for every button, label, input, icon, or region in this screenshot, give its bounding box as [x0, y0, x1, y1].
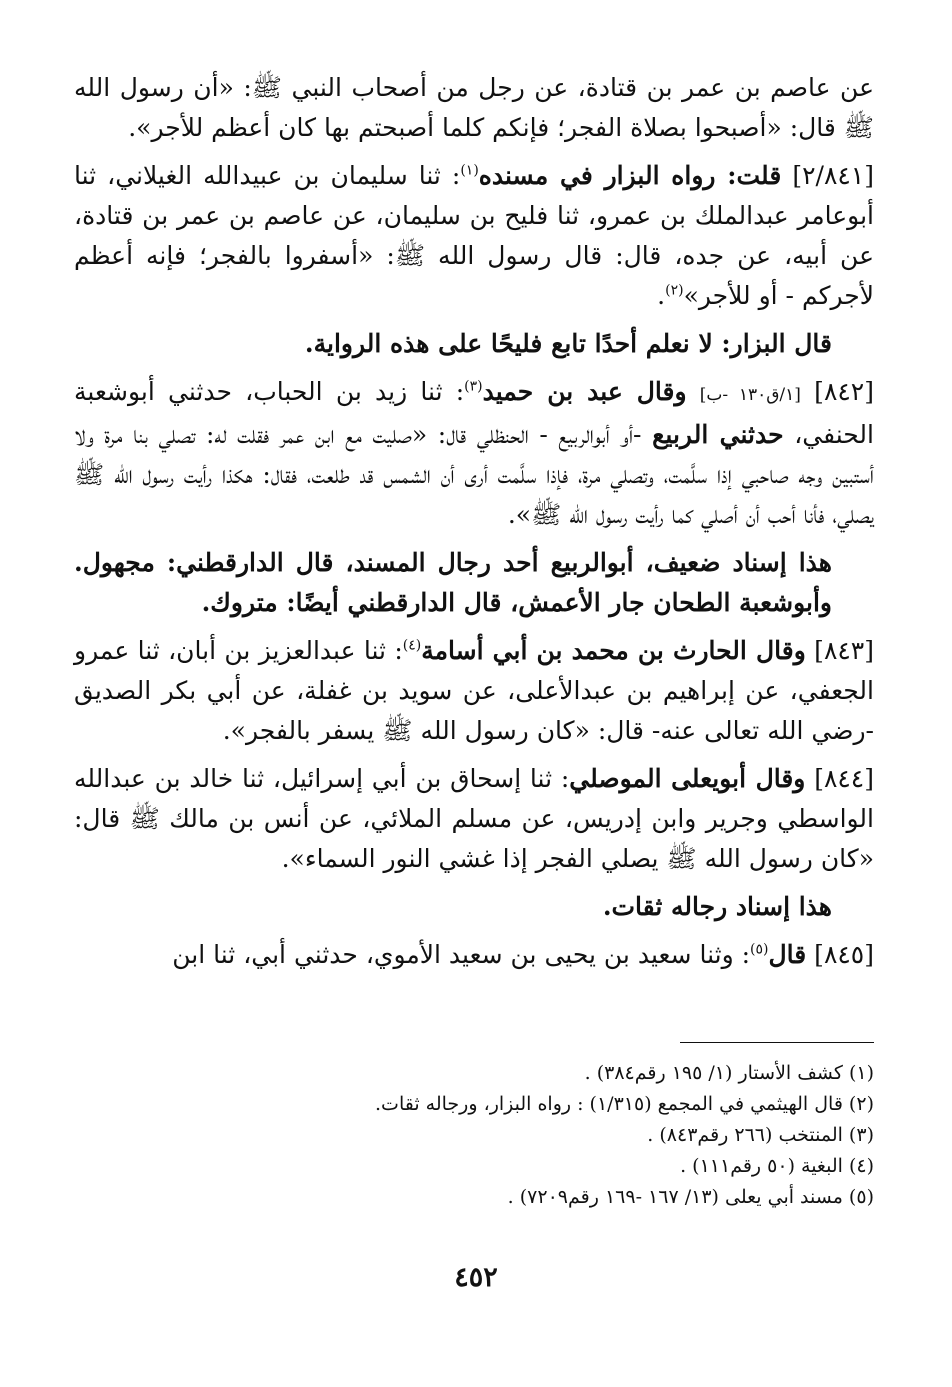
entry-text: : ثنا زيد بن الحباب، حدثني أبوشعبة الحنفي، [74, 377, 874, 449]
entry-number: [٨٤٥] [814, 940, 874, 969]
entry-number: [٨٤٤] [814, 764, 875, 793]
entry-number: [٨٤٢] [814, 377, 874, 406]
footnote-5: (٥) مسند أبي يعلى (١٣/ ١٦٧ -١٦٩ رقم٧٢٠٩) . [507, 1186, 874, 1208]
footnote-separator [680, 1042, 874, 1043]
comment-bazzar [74, 324, 874, 364]
entry-end: . [657, 281, 666, 310]
entry-lead: وقال عبد بن حميد [482, 377, 687, 406]
entry-bold: حدثني الربيع [652, 420, 784, 449]
footnote-ref[interactable]: (٣) [464, 378, 483, 395]
entry-845 [74, 935, 874, 975]
footnote-2: (٢) قال الهيثمي في المجمع (١/٣١٥) : رواه البزار، ورجاله ثقات. [375, 1093, 874, 1115]
entry-text: : ثنا سليمان بن عبيدالله الغيلاني، ثنا أبوعامر عبدالملك بن عمرو، ثنا فليح بن سليمان، عن عاصم بن عمر بن قتادة، عن أبيه، عن جده، قال: قال رسول الله ﷺ: «أسفروا بالفجر؛ فإنه أعظم لأجركم - أو للأجر» [74, 161, 874, 310]
footnotes [74, 1058, 874, 1213]
entry-844 [74, 759, 874, 879]
entry-lead: وقال الحارث بن محمد بن أبي أسامة [421, 636, 806, 665]
entry-text: : وثنا سعيد بن يحيى بن سعيد الأموي، حدثني أبي، ثنا ابن [172, 940, 751, 969]
entry-841 [74, 156, 874, 316]
main-text [74, 68, 874, 983]
comment-text: هذا إسناد رجاله ثقات. [602, 892, 832, 921]
entry-lead: قلت: رواه البزار في مسنده [478, 161, 782, 190]
comment-isnad-thiqat [74, 887, 874, 927]
entry-843 [74, 631, 874, 751]
entry-number: [٢/٨٤١] [792, 161, 874, 190]
footnote-ref[interactable]: (٤) [402, 637, 422, 654]
paragraph-text: عن عاصم بن عمر بن قتادة، عن رجل من أصحاب النبي ﷺ: «أن رسول الله ﷺ قال: «أصبحوا بصلاة الفجر؛ فإنكم كلما أصبحتم بها كان أعظم للأجر». [74, 73, 874, 142]
page-number: ٤٥٢ [454, 1262, 498, 1293]
entry-text: -أو أبوالربيع - الحنظلي قال: «صليت مع ابن عمر فقلت له: تصلي بنا مرة ولا أستبين وجه صاحبي إذا سلَّمت، وتصلي مرة، فإذا سلَّمت أرى أن الشمس قد طلعت، فقال: هكذا رأيت رسول الله ﷺ يصلي، فأنا أحب أن أصلي كما رأيت رسول الله ﷺ». [74, 420, 874, 529]
entry-number: [٨٤٣] [814, 636, 874, 665]
footnote-ref[interactable]: (١) [460, 162, 479, 179]
entry-842 [74, 372, 874, 535]
entry-lead: قال [768, 940, 807, 969]
footnote-4: (٤) البغية (٥٠ رقم١١١) . [680, 1155, 874, 1177]
footnote-3: (٣) المنتخب (٢٦٦ رقم٨٤٣) . [647, 1124, 874, 1146]
paragraph-0 [74, 68, 874, 148]
entry-text: : ثنا عبدالعزيز بن أبان، ثنا عمرو الجعفي، عن إبراهيم بن عبدالأعلى، عن سويد بن غفلة، عن أبي بكر الصديق -رضي الله تعالى عنه- قال: «كان رسول الله ﷺ يسفر بالفجر». [74, 636, 874, 745]
entry-text: : ثنا إسحاق بن أبي إسرائيل، ثنا خالد بن عبدالله الواسطي وجرير وابن إدريس، عن مسلم الملائي، عن أنس بن مالك ﷺ قال: «كان رسول الله ﷺ يصلي الفجر إذا غشي النور السماء». [74, 764, 874, 873]
footnote-ref[interactable]: (٢) [665, 282, 684, 299]
comment-text: قال البزار: لا نعلم أحدًا تابع فليحًا على هذه الرواية. [304, 329, 832, 358]
entry-lead: وقال أبويعلى الموصلي [569, 764, 806, 793]
footnote-1: (١) كشف الأستار (١/ ١٩٥ رقم٣٨٤) . [584, 1062, 874, 1084]
footnote-ref[interactable]: (٥) [750, 941, 769, 958]
comment-text: هذا إسناد ضعيف، أبوالربيع أحد رجال المسند، قال الدارقطني: مجهول. وأبوشعبة الطحان جار الأعمش، قال الدارقطني أيضًا: متروك. [74, 548, 832, 617]
manuscript-ref: [١/ق١٣٠ -ب] [699, 385, 801, 405]
comment-isnad-weak [74, 543, 874, 623]
